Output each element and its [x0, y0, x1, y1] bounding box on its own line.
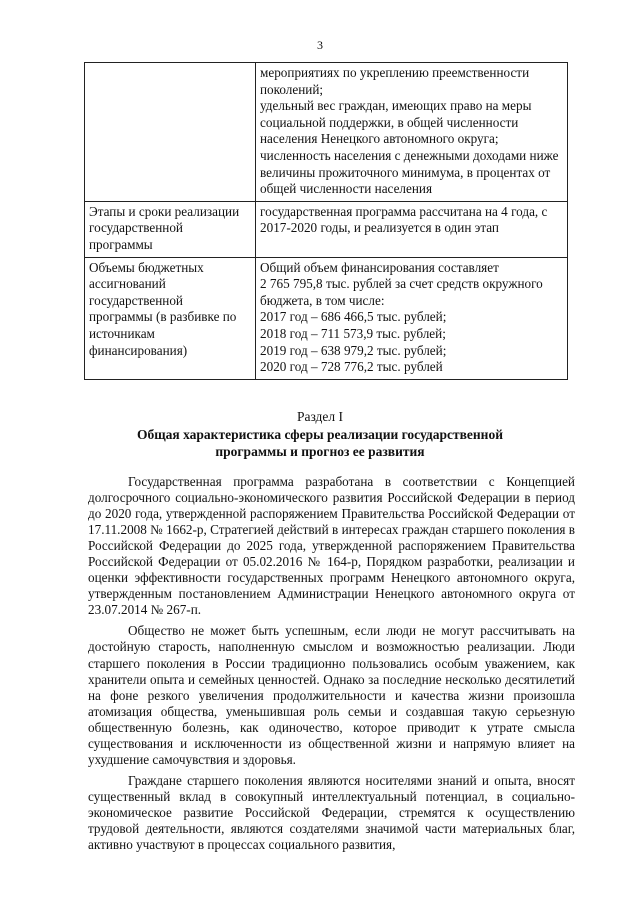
cell-line: поколений; [260, 81, 324, 97]
section-label: Раздел I [296, 409, 344, 424]
cell-line: 2018 год – 711 573,9 тыс. рублей; [260, 325, 446, 341]
table-cell-value [256, 201, 568, 257]
cell-line: 2019 год – 638 979,2 тыс. рублей; [260, 342, 447, 358]
cell-line: источникам [89, 325, 155, 341]
cell-line: населения Ненецкого автономного округа; [260, 131, 499, 147]
cell-line: ассигнований [89, 276, 166, 292]
cell-line: государственной [89, 220, 183, 236]
table-row [85, 257, 568, 379]
cell-line: численность населения с денежными доходами ниже [260, 147, 559, 163]
cell-line: величины прожиточного минимума, в процентах от [260, 164, 551, 180]
cell-line: программы (в разбивке по [89, 309, 237, 325]
paragraph: Общество не может быть успешным, если люди не могут рассчитывать на достойную старость, наполненную смыслом и возможностью реализации. Люди старшего поколения в России традиционно пользовались особым уважением, как хранители опыта и семейных ценностей. Однако за последние несколько десятилетий на фоне резкого увеличения продолжительности и качества жизни произошла атомизация общества, уменьшившая роль семьи и создавшая такую серьезную общественную болезнь, как одиночество, которое приводит к утрате смысла существования и исключенности из общественной жизни и напрямую влияет на ухудшение самочувствия и здоровья. [88, 623, 575, 767]
cell-line: 2017 год – 686 466,5 тыс. рублей; [260, 309, 447, 325]
cell-line: бюджета, в том числе: [260, 292, 385, 308]
cell-line: государственной [89, 292, 183, 308]
paragraph: Граждане старшего поколения являются носителями знаний и опыта, вносят существенный вклад в совокупный интеллектуальный потенциал, в социально-экономическое развитие Российской Федерации, стремятся к осуществлению трудовой деятельности, являются создателями значимой части материальных благ, активно участвуют в процессах социального развития, [88, 772, 575, 853]
cell-line: Объемы бюджетных [89, 259, 204, 275]
program-passport-table [84, 62, 568, 380]
cell-line: Этапы и сроки реализации [89, 203, 240, 219]
table-cell-value [256, 257, 568, 379]
cell-line: государственная программа рассчитана на 4 года, с [260, 203, 548, 219]
table-cell-label [85, 257, 256, 379]
table-cell-label [85, 201, 256, 257]
table-cell-value [256, 63, 568, 202]
cell-line: финансирования) [89, 342, 188, 358]
section-title-line: Общая характеристика сферы реализации государственной [137, 427, 503, 442]
body-text [88, 474, 575, 853]
cell-line: 2020 год – 728 776,2 тыс. рублей [260, 359, 443, 375]
table-row [85, 201, 568, 257]
cell-line: Общий объем финансирования составляет [260, 259, 499, 275]
cell-line: удельный вес граждан, имеющих право на меры [260, 98, 532, 114]
table-row [85, 63, 568, 202]
cell-line: программы [89, 236, 153, 252]
section-title [100, 426, 540, 460]
page-number: 3 [317, 38, 323, 52]
cell-line: мероприятиях по укреплению преемственности [260, 65, 530, 80]
table-cell-label [85, 63, 256, 202]
section-title-line: программы и прогноз ее развития [215, 444, 425, 459]
cell-line: 2 765 795,8 тыс. рублей за счет средств окружного [260, 276, 543, 292]
cell-line: общей численности населения [260, 181, 433, 197]
cell-line: 2017-2020 годы, и реализуется в один этап [260, 220, 499, 236]
cell-line: социальной поддержки, в общей численности [260, 114, 519, 130]
paragraph: Государственная программа разработана в соответствии с Концепцией долгосрочного социально-экономического развития Российской Федерации в период до 2020 года, утвержденной распоряжением Правительства Российской Федерации от 17.11.2008 № 1662-р, Стратегией действий в интересах граждан старшего поколения в Российской Федерации до 2025 года, утвержденной распоряжением Правительства Российской Федерации от 05.02.2016 № 164-р, Порядком разработки, реализации и оценки эффективности государственных программ Ненецкого автономного округа, утвержденным постановлением Администрации Ненецкого автономного округа от 23.07.2014 № 267-п. [88, 474, 575, 618]
